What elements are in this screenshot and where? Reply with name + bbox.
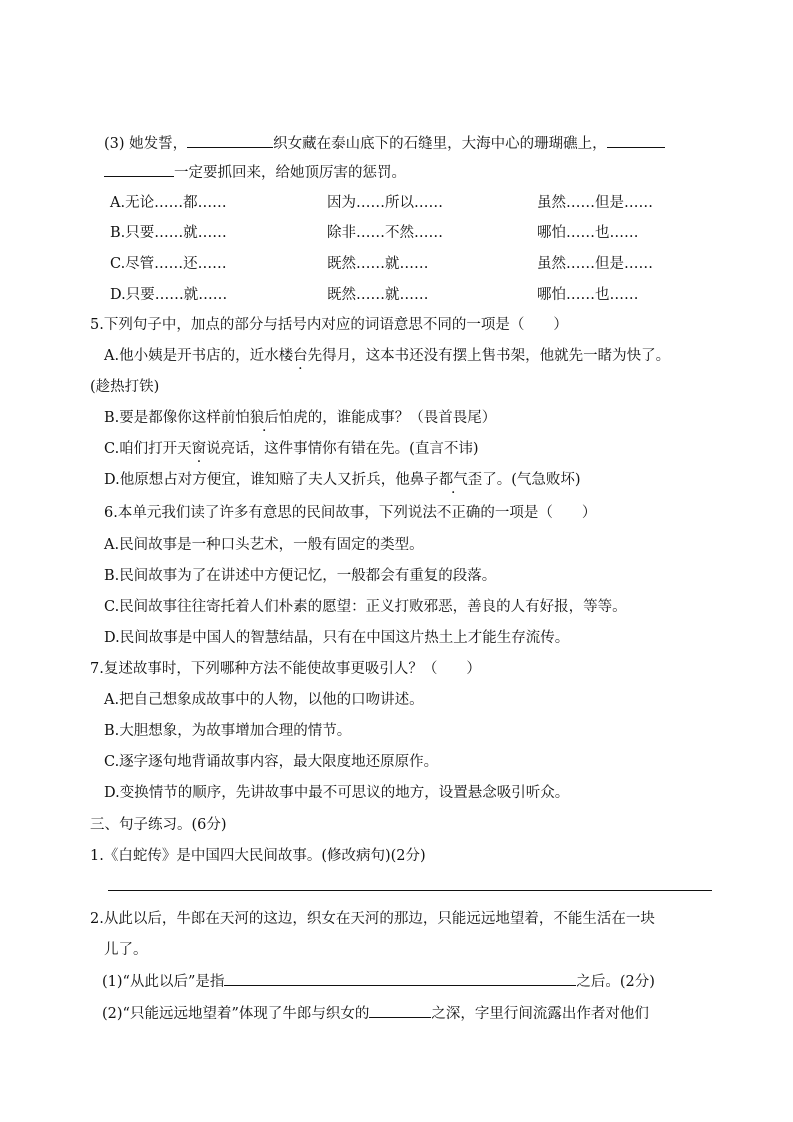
q5-a-dotted: 近水楼台先得月 · xyxy=(250,348,352,364)
q3-blank-3[interactable] xyxy=(104,162,174,177)
q2-part1-pre: (1)“从此以后”是指 xyxy=(102,974,225,990)
q2-part1-post: 之后。(2分) xyxy=(576,974,655,990)
q5-option-a[interactable] xyxy=(104,346,670,366)
q7-option-d[interactable]: D.变换情节的顺序，先讲故事中最不可思议的地方，设置悬念吸引听众。 xyxy=(104,785,570,801)
q5-b-post: 的，谁能成事？（畏首畏尾） xyxy=(307,410,497,426)
q5-c-post: ，这件事情你有错在先。(直言不讳) xyxy=(249,441,479,457)
q6-option-b[interactable]: B.民间故事为了在讲述中方便记忆，一般都会有重复的段落。 xyxy=(104,568,497,584)
q5-b-dotted: 前怕狼后怕虎 · xyxy=(221,410,308,426)
q7-option-a[interactable]: A.把自己想象成故事中的人物，以他的口吻讲述。 xyxy=(104,692,424,708)
q3-option-d-3[interactable]: 哪怕……也…… xyxy=(537,287,639,303)
q3-option-c-2[interactable]: 既然……就…… xyxy=(327,256,429,272)
answer-line-1[interactable] xyxy=(108,890,712,891)
section3-q2-part2 xyxy=(102,1003,649,1024)
q5-c-dotted: 打开天窗说亮话 · xyxy=(148,441,250,457)
q3-line1-start: (3) 她发誓， xyxy=(104,136,188,152)
q3-option-c-1[interactable]: C.尽管……还…… xyxy=(110,256,227,272)
q5-d-dotted: 鼻子都气歪了 · xyxy=(410,472,497,488)
q3-option-a-3[interactable]: 虽然……但是…… xyxy=(537,195,653,211)
q7-option-b[interactable]: B.大胆想象，为故事增加合理的情节。 xyxy=(104,723,352,739)
q3-line1 xyxy=(104,133,665,154)
q5-a-pre: A.他小姨是开书店的， xyxy=(104,348,250,364)
q5-option-b[interactable] xyxy=(104,408,496,428)
section3-question-2-line2: 儿了。 xyxy=(104,942,148,958)
q5-option-d[interactable] xyxy=(104,470,581,490)
q3-option-a-2[interactable]: 因为……所以…… xyxy=(327,195,443,211)
q3-option-c-3[interactable]: 虽然……但是…… xyxy=(537,256,653,272)
section3-q2-part1 xyxy=(102,971,655,992)
q6-option-d[interactable]: D.民间故事是中国人的智慧结晶，只有在中国这片热土上才能生存流传。 xyxy=(104,630,570,646)
q5-b-pre: B.要是都像你这样 xyxy=(104,410,221,426)
q5-a-post: ，这本书还没有摆上售书架，他就先一睹为快了。 xyxy=(351,348,671,364)
q6-stem: 6.本单元我们读了许多有意思的民间故事，下列说法不正确的一项是（ ） xyxy=(104,505,597,521)
q3-option-a-1[interactable]: A.无论……都…… xyxy=(110,195,227,211)
q2-part2-pre: (2)“只能远远地望着”体现了牛郎与织女的 xyxy=(102,1006,370,1022)
q3-option-b-1[interactable]: B.只要……就…… xyxy=(110,225,227,241)
q3-option-b-3[interactable]: 哪怕……也…… xyxy=(537,225,639,241)
q3-line2 xyxy=(104,162,406,183)
q3-line2-text: 一定要抓回来，给她顶厉害的惩罚。 xyxy=(174,165,406,181)
q5-option-c[interactable] xyxy=(104,439,479,459)
q2-part2-post: 之深，字里行间流露出作者对他们 xyxy=(431,1006,649,1022)
q3-option-b-2[interactable]: 除非……不然…… xyxy=(327,225,443,241)
section3-question-2-line1: 2.从此以后，牛郎在天河的这边，织女在天河的那边，只能远远地望着，不能生活在一块 xyxy=(90,911,655,927)
q5-d-post: 。(气急败坏) xyxy=(496,472,581,488)
q2-part1-blank[interactable] xyxy=(224,971,576,986)
q3-option-d-2[interactable]: 既然……就…… xyxy=(327,287,429,303)
q5-stem: 5.下列句子中，加点的部分与括号内对应的词语意思不同的一项是（ ） xyxy=(90,317,568,333)
q6-option-a[interactable]: A.民间故事是一种口头艺术，一般有固定的类型。 xyxy=(104,537,424,553)
q6-option-c[interactable]: C.民间故事往往寄托着人们朴素的愿望：正义打败邪恶，善良的人有好报，等等。 xyxy=(104,599,627,615)
q7-option-c[interactable]: C.逐字逐句地背诵故事内容，最大限度地还原原作。 xyxy=(104,754,439,770)
section3-title: 三、句子练习。(6分) xyxy=(90,817,227,833)
q2-part2-blank[interactable] xyxy=(369,1003,431,1018)
q3-blank-2[interactable] xyxy=(607,133,665,148)
q5-c-pre: C.咱们 xyxy=(104,441,149,457)
q3-blank-1[interactable] xyxy=(187,133,273,148)
q5-a-note: (趁热打铁) xyxy=(90,379,160,395)
section3-question-1: 1.《白蛇传》是中国四大民间故事。(修改病句)(2分) xyxy=(90,848,426,864)
q3-option-d-1[interactable]: D.只要……就…… xyxy=(110,287,228,303)
q3-line1-mid: 织女藏在泰山底下的石缝里，大海中心的珊瑚礁上， xyxy=(273,136,607,152)
q7-stem: 7.复述故事时，下列哪种方法不能使故事更吸引人？（ ） xyxy=(90,661,481,677)
q5-d-pre: D.他原想占对方便宜，谁知赔了夫人又折兵，他 xyxy=(104,472,410,488)
